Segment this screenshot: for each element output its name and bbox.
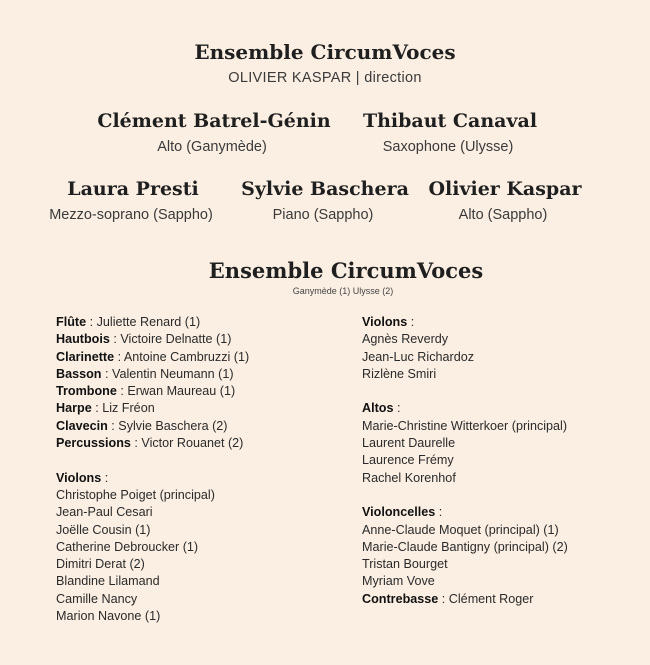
player-name: Agnès Reverdy	[362, 332, 449, 347]
section-heading	[362, 504, 568, 521]
roster-entry	[56, 400, 249, 417]
soloist-role: Alto (Sappho)	[458, 207, 548, 223]
player-name: Laurent Daurelle	[362, 436, 456, 451]
player-name: Tristan Bourget	[362, 557, 448, 572]
instrument-label: Hautbois	[56, 332, 110, 347]
ensemble-section-title: Ensemble CircumVoces	[208, 258, 484, 283]
violins-heading: Violons	[362, 315, 408, 329]
player-name: Myriam Vove	[362, 574, 435, 589]
player-name: : Clément Roger	[438, 591, 534, 606]
player-name: Jean-Luc Richardoz	[362, 349, 475, 364]
instrument-label: Contrebasse	[362, 591, 439, 606]
player-name: Marion Navone (1)	[56, 609, 161, 624]
soloist-name: Laura Presti	[67, 178, 199, 200]
soloist-name: Clément Batrel-Génin	[97, 110, 331, 132]
altos-heading: Altos	[362, 401, 394, 416]
player-name: Marie-Claude Bantigny (principal) (2)	[362, 539, 568, 554]
heading-colon: :	[393, 401, 401, 416]
player-name: Dimitri Derat (2)	[56, 557, 145, 572]
player-name: Blandine Lilamand	[56, 574, 160, 589]
player-name: Rachel Korenhof	[362, 470, 456, 485]
ensemble-legend: Ganymède (1) Ulysse (2)	[292, 286, 394, 296]
player-name: : Sylvie Baschera (2)	[107, 418, 228, 433]
instrument-label: Clarinette	[56, 349, 115, 364]
player-name: Joëlle Cousin (1)	[56, 522, 151, 537]
soloist-name: Sylvie Baschera	[241, 178, 409, 200]
player-name: : Juliette Renard (1)	[86, 315, 201, 329]
roster-entry	[56, 349, 249, 366]
roster-entry	[56, 418, 249, 435]
ensemble-title: Ensemble CircumVoces	[194, 40, 456, 64]
section-heading	[56, 470, 249, 487]
roster-entry	[56, 383, 249, 400]
player-name: Christophe Poiget (principal)	[56, 487, 215, 502]
player-name: Jean-Paul Cesari	[56, 505, 153, 520]
soloist-role: Piano (Sappho)	[272, 207, 374, 223]
player-name: Catherine Debroucker (1)	[56, 539, 199, 554]
director-line: OLIVIER KASPAR | direction	[228, 70, 422, 86]
cellos-heading: Violoncelles	[362, 505, 436, 520]
roster-entry	[362, 591, 568, 608]
instrument-label: Flûte	[56, 315, 87, 329]
instrument-label: Percussions	[56, 436, 131, 451]
soloist-name: Olivier Kaspar	[428, 178, 582, 200]
heading-colon: :	[435, 505, 443, 520]
section-heading	[362, 400, 568, 417]
roster-entry	[56, 435, 249, 452]
player-name: Anne-Claude Moquet (principal) (1)	[362, 522, 559, 537]
roster-entry	[56, 331, 249, 348]
instrument-label: Trombone	[56, 384, 117, 399]
player-name: : Liz Fréon	[91, 401, 155, 416]
violins-heading: Violons	[56, 470, 102, 485]
player-name: : Victor Rouanet (2)	[130, 436, 244, 451]
soloist-role: Saxophone (Ulysse)	[382, 139, 514, 155]
soloist-role: Alto (Ganymède)	[157, 139, 267, 155]
roster-entry	[56, 366, 249, 383]
player-name: : Antoine Cambruzzi (1)	[114, 349, 250, 364]
roster-left-column	[56, 314, 249, 625]
soloist-role: Mezzo-soprano (Sappho)	[49, 207, 213, 223]
instrument-label: Basson	[56, 366, 102, 381]
soloist-name: Thibaut Canaval	[362, 110, 538, 132]
player-name: : Valentin Neumann (1)	[101, 366, 234, 381]
player-name: Camille Nancy	[56, 591, 138, 606]
heading-colon: :	[407, 315, 415, 329]
roster-right-column	[362, 314, 568, 608]
player-name: Laurence Frémy	[362, 453, 454, 468]
section-heading	[362, 314, 568, 331]
heading-colon: :	[101, 470, 109, 485]
player-name: : Erwan Maureau (1)	[116, 384, 236, 399]
player-name: Rizlène Smiri	[362, 366, 437, 381]
instrument-label: Harpe	[56, 401, 92, 416]
player-name: : Victoire Delnatte (1)	[109, 332, 232, 347]
instrument-label: Clavecin	[56, 418, 108, 433]
roster-entry	[56, 314, 249, 331]
player-name: Marie-Christine Witterkoer (principal)	[362, 418, 568, 433]
